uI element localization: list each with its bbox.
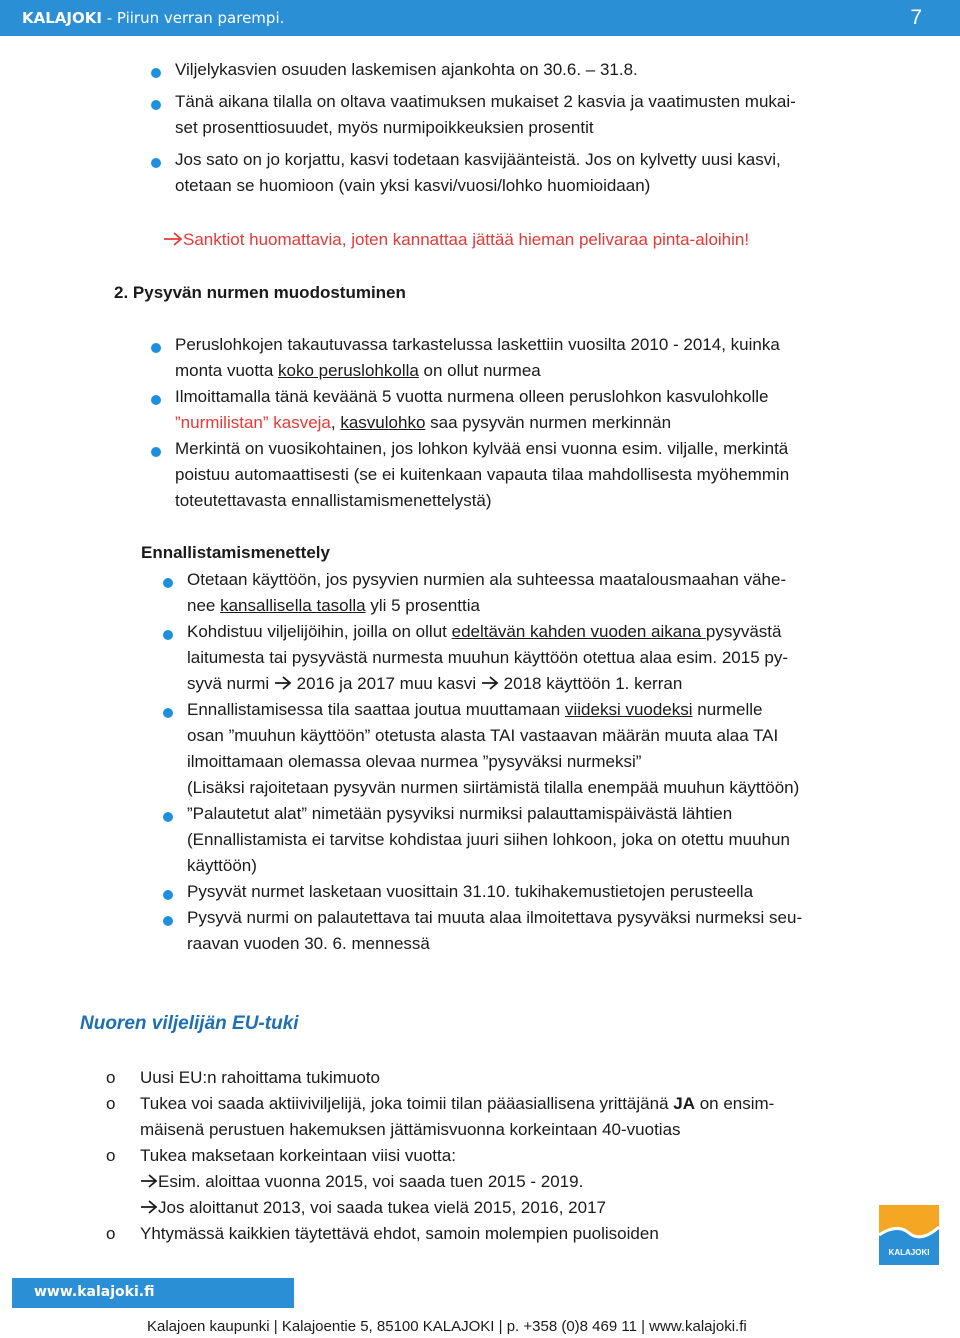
list-item: Uusi EU:n rahoittama tukimuoto <box>140 1068 380 1087</box>
bullet-icon <box>151 395 161 405</box>
page-header <box>0 0 960 36</box>
list-item: Tukea voi saada aktiiviviljelijä, joka toimii tilan pääasiallisena yrittäjänä JA on ensim- <box>140 1094 775 1113</box>
arrow-right-icon <box>140 1174 158 1188</box>
arrow-right-icon <box>163 232 183 246</box>
page-number: 7 <box>910 6 922 29</box>
arrow-right-icon <box>274 676 292 690</box>
sanktiot-note: Sanktiot huomattavia, joten kannattaa jättää hieman pelivaraa pinta-aloihin! <box>163 230 749 250</box>
bullet-icon <box>163 578 173 588</box>
list-item-continuation: mäisenä perustuen hakemuksen jättämisvuonna korkeintaan 40-vuotias <box>140 1120 681 1139</box>
sub-item: Esim. aloittaa vuonna 2015, voi saada tuen 2015 - 2019. <box>140 1172 583 1192</box>
bullet-icon <box>163 708 173 718</box>
bullet-icon <box>151 68 161 78</box>
bullet-icon <box>151 158 161 168</box>
bullet-icon <box>151 447 161 457</box>
arrow-right-icon <box>481 676 499 690</box>
bullet-icon <box>163 916 173 926</box>
footer-website-bar[interactable] <box>12 1278 294 1308</box>
bullet-icon <box>163 812 173 822</box>
brand-name: KALAJOKI <box>22 9 102 27</box>
header-brand <box>22 9 284 27</box>
list-marker: o <box>106 1224 116 1243</box>
bullet-icon <box>163 890 173 900</box>
kalajoki-logo: KALAJOKI <box>879 1205 939 1265</box>
list-marker: o <box>106 1068 116 1087</box>
arrow-right-icon <box>140 1200 158 1214</box>
footer-website-link[interactable]: www.kalajoki.fi <box>34 1284 155 1300</box>
section-title: Nuoren viljelijän EU-tuki <box>80 1013 299 1034</box>
sub-item: Jos aloittanut 2013, voi saada tukea vielä 2015, 2016, 2017 <box>140 1198 606 1218</box>
list-item: Yhtymässä kaikkien täytettävä ehdot, samoin molempien puolisoiden <box>140 1224 659 1243</box>
footer-address: Kalajoen kaupunki | Kalajoentie 5, 85100 KALAJOKI | p. +358 (0)8 469 11 | www.kalajoki.fi <box>147 1318 747 1335</box>
list-marker: o <box>106 1094 116 1113</box>
list-item: Tukea maksetaan korkeintaan viisi vuotta: <box>140 1146 456 1165</box>
list-marker: o <box>106 1146 116 1165</box>
section-heading: Ennallistamismenettely <box>141 543 330 562</box>
bullet-icon <box>151 343 161 353</box>
bullet-icon <box>163 630 173 640</box>
bullet-icon <box>151 100 161 110</box>
section-heading: 2. Pysyvän nurmen muodostuminen <box>114 283 406 302</box>
brand-slogan: - Piirun verran parempi. <box>101 9 285 27</box>
